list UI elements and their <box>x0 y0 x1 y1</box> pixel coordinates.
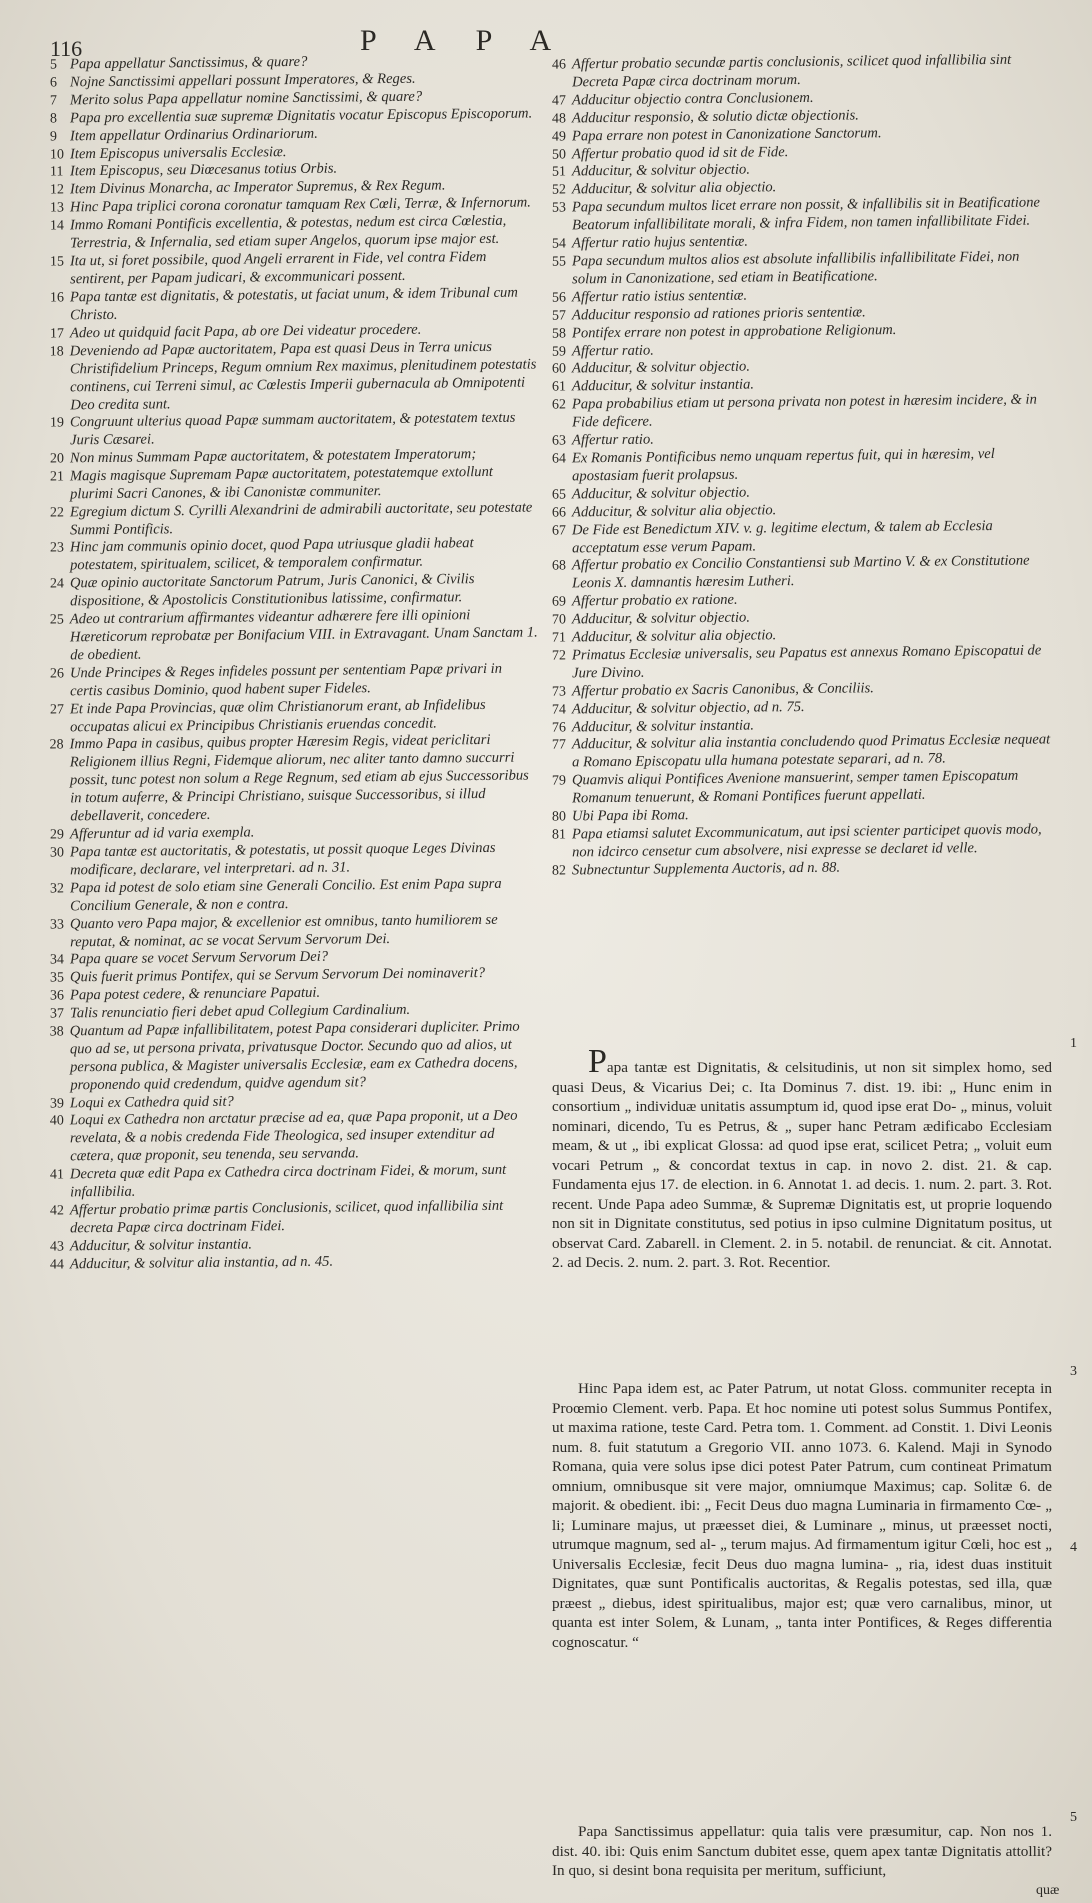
entry-number: 39 <box>49 1095 65 1112</box>
entry-text: Hinc jam communis opinio docet, quod Papa utriusque gladii habeat potestatem, spiritualem, scilicet, & temporalem confirmatur. <box>69 535 474 574</box>
entry-text: Affertur ratio hujus sententiæ. <box>571 233 749 252</box>
summary-entry <box>552 821 1052 862</box>
entry-text: Adducitur responsio ad rationes prioris sententiæ. <box>571 304 866 324</box>
entry-text: Ex Romanis Pontificibus nemo unquam repertus fuit, qui in hæresim, vel apostasiam fuerit prolapsus. <box>571 445 995 485</box>
entry-number: 48 <box>551 111 567 127</box>
summary-entry <box>50 248 538 289</box>
entry-text: Papa secundum multos licet errare non possit, & infallibilis sit in Beatificatione Beatorum infallibilitate morali, & infra Fidem, non tamen infallibilitate Fidei. <box>571 194 1041 234</box>
entry-text: Egregium dictum S. Cyrilli Alexandrini de admirabili auctoritate, seu potestate Summi Pontificis. <box>69 499 533 538</box>
entry-text: Adducitur, & solvitur objectio. <box>571 358 751 377</box>
entry-text: Loqui ex Cathedra quid sit? <box>69 1093 234 1111</box>
entry-number: 66 <box>551 505 567 521</box>
entry-text: Unde Principes & Reges infideles possunt per sententiam Papæ privari in certis casibus Dominio, quod habent super Fideles. <box>69 660 503 700</box>
page-header <box>0 14 1092 61</box>
entry-number: 51 <box>551 164 567 181</box>
entry-text: Immo Romani Pontificis excellentia, & potestas, nedum est circa Cœlestia, Terrestria, & Infernalia, sed etiam super Angelos, quorum ipse major est. <box>69 212 507 252</box>
entry-number: 79 <box>551 773 566 789</box>
entry-text: Quis fuerit primus Pontifex, qui se Servum Servorum Dei nominaverit? <box>69 965 486 986</box>
entry-number: 7 <box>49 93 58 109</box>
entry-number: 20 <box>49 451 65 467</box>
entry-text: Adducitur responsio, & solutio dictæ objectionis. <box>571 107 859 127</box>
summary-entry <box>552 768 1052 809</box>
entry-number: 81 <box>551 827 566 843</box>
summary-entry <box>50 535 538 576</box>
entry-number: 35 <box>49 970 65 986</box>
body-paragraph-1: Papa tantæ est Dignitatis, & celsitudinis, ut non sit simplex homo, sed quasi Deus, & Vicarius Dei; c. Ita Dominus 7. dist. 19. ibi: „ Hunc enim in consortium „ individuæ unitatis assumptum id, quod ipse erat Do- „ minus, voluit nominari, dicendo, Tu es Petrus, & „ super hanc Petram ædificabo Ecclesiam meam, & ut „ ibi explicat Glossa: ad quod ipse erat, scilicet Petra; „ voluit eum vocari Petrum „ & concordat textus in cap. in novo 2. dist. 21. & cap. Fundamenta ejus 17. de election. in 6. Annotat 1. ad decis. 1. num. 2. part. 3. Rot. recent. Unde Papa adeo Summæ, & Supremæ Dignitatis est, ut proprie loquendo non sit in Dignitate constitutus, sed potius in ipso culmine Dignitatum positus, ut observat Card. Zabarell. in Clement. 2. in 5. notabil. de renunciat. & cit. Annotat. 2. ad Decis. 2. num. 2. part. 3. Rot. Recentior. <box>552 1043 1052 1272</box>
entry-number: 62 <box>551 397 566 413</box>
summary-entry <box>50 1197 538 1238</box>
entry-number: 64 <box>551 451 566 467</box>
entry-text: Item Episcopus, seu Diœcesanus totius Orbis. <box>69 160 338 180</box>
entry-number: 43 <box>49 1239 65 1255</box>
summary-entry <box>50 839 538 880</box>
summary-entry <box>552 732 1052 773</box>
entry-number: 77 <box>551 737 566 754</box>
entry-text: Affertur probatio quod id sit de Fide. <box>571 143 789 162</box>
entry-text: Nojne Sanctissimi appellari possunt Imperatores, & Reges. <box>69 70 416 91</box>
entry-text: De Fide est Benedictum XIV. v. g. legitime electum, & talem ab Ecclesia acceptatum esse verum Papam. <box>571 517 993 556</box>
entry-text: Item Episcopus universalis Ecclesiæ. <box>69 143 287 162</box>
entry-text: Non minus Summam Papæ auctoritatem, & potestatem Imperatorum; <box>69 446 477 467</box>
summary-entry <box>552 392 1052 433</box>
entry-number: 15 <box>49 254 64 270</box>
summary-entry <box>552 553 1052 594</box>
summary-entry <box>552 195 1052 236</box>
entry-number: 49 <box>551 129 567 145</box>
entry-number: 70 <box>551 612 567 628</box>
summary-entry <box>50 732 539 827</box>
entry-text: Affertur probatio ex ratione. <box>571 591 738 610</box>
summary-entry <box>50 911 538 952</box>
entry-number: 34 <box>49 952 65 968</box>
entry-text: Magis magisque Supremam Papæ auctoritatem, potestatemque extollunt plurimi Sacri Canones, & ibi Canonistæ communiter. <box>69 463 494 503</box>
entry-text: Deveniendo ad Papæ auctoritatem, Papa est quasi Deus in Terra unicus Christifidelium Princeps, Regum omnium Rex maximus, plenitudinem potestatis continens, cui Terreni simul, ac Cœlestis Imperii gubernacula ab Omnipotenti Deo credita sunt. <box>69 338 537 413</box>
entry-number: 44 <box>49 1257 65 1273</box>
entry-text: Adducitur, & solvitur alia objectio. <box>571 627 777 646</box>
entry-number: 72 <box>551 648 566 664</box>
entry-text: Adducitur, & solvitur objectio, ad n. 75. <box>571 698 805 718</box>
entry-number: 73 <box>551 684 567 700</box>
entry-number: 46 <box>551 57 566 73</box>
entry-text: Affertur probatio primæ partis Conclusionis, scilicet, quod infallibilia sint decreta Papæ circa doctrinam Fidei. <box>69 1197 504 1237</box>
entry-text: Adducitur, & solvitur objectio. <box>571 161 751 180</box>
entry-number: 22 <box>49 505 64 521</box>
entry-number: 53 <box>551 200 566 216</box>
entry-text: Affertur probatio secundæ partis conclusionis, scilicet quod infallibilia sint Decreta Papæ circa doctrinam morum. <box>571 51 1012 91</box>
entry-text: Ubi Papa ibi Roma. <box>571 807 689 825</box>
entry-number: 10 <box>49 146 65 163</box>
entry-text: Adducitur objectio contra Conclusionem. <box>571 89 814 109</box>
entry-number: 30 <box>49 845 64 861</box>
entry-text: Papa etiamsi salutet Excommunicatum, aut ipsi scienter participet quovis modo, non idcirco censetur cum absolvere, nisi expresse se declaret id velle. <box>571 821 1042 861</box>
entry-number: 68 <box>551 558 566 574</box>
summary-entry <box>50 1162 538 1203</box>
entry-text: Ita ut, si foret possibile, quod Angeli errarent in Fide, vel contra Fidem sentirent, per Papam judicari, & excommunicari possent. <box>69 248 487 288</box>
entry-text: Adducitur, & solvitur objectio. <box>571 609 751 628</box>
entry-text: Affertur ratio istius sententiæ. <box>571 287 748 306</box>
summary-entry <box>50 1018 539 1095</box>
entry-text: Papa tantæ est auctoritatis, & potestatis, ut possit quoque Leges Divinas modificare, declarare, vel interpretari. ad n. 31. <box>69 839 496 879</box>
entry-text: Adducitur, & solvitur alia objectio. <box>571 179 777 198</box>
entry-number: 37 <box>49 1006 65 1022</box>
summary-entry <box>50 284 538 325</box>
entry-number: 25 <box>49 612 64 628</box>
running-head: PAPA <box>360 24 592 57</box>
entry-number: 74 <box>551 702 567 718</box>
summary-entry <box>50 463 538 504</box>
body-paragraph-2: Hinc Papa idem est, ac Pater Patrum, ut notat Gloss. communiter recepta in Proœmio Clement. verb. Papa. Et hoc nomine uti potest solus Summus Pontifex, ut maxima ratione, teste Card. Petra tom. 1. Comment. ad Constit. 1. Divi Leonis num. 8. fuit statutum a Gregorio VII. anno 1073. 6. Kalend. Maji in Synodo Romana, quia vere solus ipse dici potest Pater Patrum, cum contineat Primatum omnium, omnibusque sit vere major, omniumque Maximus; cap. Solitæ 6. de majorit. & obedient. ibi: „ Fecit Deus duo magna Luminaria in firmamento Cœ- „ li; Luminare majus, ut præesset diei, & Luminare „ minus, ut præesset nocti, utrumque magnum, sed al- „ terum majus. Ad firmamentum igitur Cœli, hoc est „ Universalis Ecclesiæ, fecit Deus duo magna lumina- „ ria, idest duas instituit Dignitates, quæ sunt Pontificalis auctoritas, & Regalis potestas, sed illa, quæ præest „ diebus, idest spiritualibus, major est; quæ vero carnalibus, minor, ut quanta est inter Solem, & Lunam, „ tanta inter Pontifices, & Reges differentia cognoscatur. “ <box>552 1380 1052 1651</box>
entry-number: 21 <box>49 469 64 485</box>
entry-text: Quamvis aliqui Pontifices Avenione mansuerint, semper tamen Episcopatum Romanum tenuerunt, & Romani Pontifices fuerunt appellati. <box>571 767 1019 807</box>
entry-number: 33 <box>49 916 64 933</box>
entry-number: 32 <box>49 881 64 897</box>
entry-text: Adducitur, & solvitur alia instantia concludendo quod Primatus Ecclesiæ nequeat a Romano Episcopatu ulla humana potestate separari, ad n. 78. <box>571 731 1051 771</box>
entry-number: 71 <box>551 630 567 646</box>
entry-text: Adducitur, & solvitur objectio. <box>571 484 751 503</box>
summary-entry <box>552 642 1052 683</box>
entry-number: 65 <box>551 487 567 503</box>
entry-text: Adducitur, & solvitur alia objectio. <box>571 501 777 521</box>
entry-number: 41 <box>49 1167 64 1183</box>
entry-number: 58 <box>551 326 567 342</box>
entry-text: Papa quare se vocet Servum Servorum Dei? <box>69 948 329 968</box>
entry-number: 57 <box>551 308 567 324</box>
entry-text: Quanto vero Papa major, & excellenior est omnibus, tanto humiliorem se reputat, & nominat, ac se vocat Servum Servorum Dei. <box>69 911 498 950</box>
entry-text: Quæ opinio auctoritate Sanctorum Patrum, Juris Canonici, & Civilis dispositione, & Apostolicis Constitutionibus latissime, confirmatur. <box>69 571 475 610</box>
entry-text: Papa potest cedere, & renunciare Papatui. <box>69 984 321 1004</box>
entry-number: 14 <box>49 218 64 234</box>
entry-number: 24 <box>49 576 64 592</box>
summary-entry <box>552 445 1052 486</box>
margin-number: 5 <box>1070 1810 1077 1825</box>
entry-number: 12 <box>49 182 65 198</box>
summary-entry <box>50 875 538 916</box>
entry-number: 56 <box>551 290 567 306</box>
entry-text: Papa id potest de solo etiam sine Generali Concilio. Est enim Papa supra Concilium Generale, & non e contra. <box>69 875 502 914</box>
entry-text: Item appellatur Ordinarius Ordinariorum. <box>69 125 318 144</box>
entry-number: 9 <box>49 129 58 145</box>
entry-text: Papa secundum multos alios est absolute infallibilis infallibilitate Fidei, non solum in Canonizatione, sed etiam in Beatificatione. <box>571 248 1020 288</box>
entry-text: Affertur ratio. <box>571 431 654 449</box>
entry-number: 52 <box>551 182 567 198</box>
entry-text: Immo Papa in casibus, quibus propter Hæresim Regis, videat periclitari Religionem illius Regni, Fidemque aliorum, nec aliter tanto damno succurri possit, tunc potest non solum a Rege Regnum, sed etiam ab ejus Successoribus in totum auferre, & Principi Christiano, suisque Successoribus, si illud debellaverit, concedere. <box>69 732 529 825</box>
summary-entry <box>50 607 539 666</box>
summary-entry <box>50 213 538 254</box>
summary-entry <box>50 499 538 540</box>
entry-number: 82 <box>551 863 567 879</box>
summary-column-left <box>50 54 538 1272</box>
entry-text: Merito solus Papa appellatur nomine Sanctissimi, & quare? <box>69 88 423 109</box>
entry-text: Et inde Papa Provincias, quæ olim Christianorum erant, ab Infidelibus occupatas alicui ex Principibus Christianis eruendas concedit. <box>69 696 486 735</box>
margin-number: 3 <box>1070 1364 1077 1379</box>
entry-number: 26 <box>49 666 64 682</box>
margin-number: 1 <box>1070 1036 1077 1051</box>
entry-number: 54 <box>551 236 567 252</box>
summary-entry <box>50 1108 539 1167</box>
entry-text: Papa errare non potest in Canonizatione Sanctorum. <box>571 124 882 145</box>
entry-number: 18 <box>49 343 64 360</box>
entry-text: Subnectuntur Supplementa Auctoris, ad n. 88. <box>571 859 841 879</box>
entry-number: 36 <box>49 988 65 1004</box>
entry-text: Hinc Papa triplici corona coronatur tamquam Rex Cœli, Terræ, & Infernorum. <box>69 194 531 216</box>
entry-number: 47 <box>551 93 567 109</box>
entry-text: Afferuntur ad id varia exempla. <box>69 824 255 843</box>
entry-number: 29 <box>49 827 65 843</box>
entry-text: Adducitur, & solvitur alia instantia, ad n. 45. <box>69 1253 334 1273</box>
summary-entry <box>50 696 538 737</box>
entry-number: 67 <box>551 523 566 539</box>
entry-number: 13 <box>49 200 65 216</box>
entry-number: 5 <box>49 57 58 73</box>
body-paragraph-3: Papa Sanctissimus appellatur: quia talis vere præsumitur, cap. Non nos 1. dist. 40. ibi: Quis enim Sanctum dubitet esse, quem apex tantæ Dignitatis attollit? In quo, si desint bona requisita per meritum, sufficiunt, <box>552 1823 1052 1880</box>
entry-number: 28 <box>49 737 64 753</box>
entry-text: Congruunt ulterius quoad Papæ summam auctoritatem, & potestatem textus Juris Cæsarei. <box>69 409 516 449</box>
summary-entry <box>552 248 1052 289</box>
summary-entry <box>50 571 538 612</box>
entry-text: Adeo ut contrarium affirmantes videantur adhærere fere illi opinioni Hæreticorum reprobatæ per Bonifacium VIII. in Extravagant. Unam Sanctam 1. de obedient. <box>69 607 538 664</box>
page-number: 116 <box>50 36 83 61</box>
entry-number: 59 <box>551 343 567 360</box>
entry-text: Affertur probatio ex Sacris Canonibus, & Conciliis. <box>571 679 874 700</box>
entry-text: Adducitur, & solvitur instantia. <box>571 717 755 735</box>
catchword: quæ <box>1036 1883 1060 1898</box>
entry-text: Pontifex errare non potest in approbatione Religionum. <box>571 321 897 342</box>
entry-number: 19 <box>49 415 64 431</box>
entry-number: 38 <box>49 1024 64 1040</box>
entry-number: 8 <box>49 111 58 127</box>
summary-entry <box>552 517 1052 558</box>
entry-text: Papa tantæ est dignitatis, & potestatis, ut faciat unum, & idem Tribunal cum Christo. <box>69 284 518 324</box>
summary-entry <box>552 51 1052 92</box>
entry-text: Papa probabilius etiam ut persona privata non potest in hæresim incidere, & in Fide deficere. <box>571 391 1037 431</box>
entry-text: Affertur probatio ex Concilio Constantiensi sub Martino V. & ex Constitutione Leonis X. damnantis hæresim Lutheri. <box>571 552 1030 592</box>
entry-number: 23 <box>49 540 64 557</box>
entry-number: 60 <box>551 361 567 378</box>
summary-entry <box>50 410 538 451</box>
entry-text: Primatus Ecclesiæ universalis, seu Papatus est annexus Romano Episcopatui de Jure Divino. <box>571 642 1042 682</box>
entry-text: Affertur ratio. <box>571 342 654 359</box>
entry-number: 27 <box>49 702 64 718</box>
entry-text: Quantum ad Papæ infallibilitatem, potest Papa considerari dupliciter. Primo quo ad se, ut persona privata, privatusque Doctor. Secundo quo ad alios, ut persona publica, & Magister universalis Ecclesiæ, eam ex Cathedra docens, proponendo quid credendum, quidve agendum sit? <box>69 1018 520 1094</box>
entry-text: Loqui ex Cathedra non arctatur præcise ad ea, quæ Papa proponit, ut a Deo revelata, & a nobis credenda Fide Theologica, sed insuper extenditur ad cætera, quæ proponit, seu tenenda, seu servanda. <box>69 1108 518 1165</box>
entry-number: 16 <box>49 290 64 306</box>
entry-number: 76 <box>551 720 567 736</box>
entry-number: 61 <box>551 379 567 395</box>
entry-text: Adducitur, & solvitur instantia. <box>571 376 755 395</box>
margin-number: 4 <box>1070 1540 1077 1555</box>
entry-text: Papa appellatur Sanctissimus, & quare? <box>69 53 308 73</box>
entry-number: 50 <box>551 147 567 163</box>
entry-number: 11 <box>49 164 64 180</box>
entry-number: 55 <box>551 254 566 270</box>
summary-entry <box>50 660 538 701</box>
entry-text: Papa pro excellentia suæ supremæ Dignitatis vocatur Episcopus Episcoporum. <box>69 105 533 127</box>
entry-text: Item Divinus Monarcha, ac Imperator Supremus, & Rex Regum. <box>69 177 446 198</box>
summary-entry <box>50 338 539 415</box>
summary-column-right <box>551 51 1052 879</box>
entry-number: 40 <box>49 1113 64 1130</box>
entry-number: 80 <box>551 809 567 825</box>
entry-number: 69 <box>551 594 567 610</box>
entry-text: Adducitur, & solvitur instantia. <box>69 1236 253 1255</box>
entry-number: 17 <box>49 326 65 342</box>
entry-number: 42 <box>49 1203 64 1219</box>
entry-text: Talis renunciatio fieri debet apud Collegium Cardinalium. <box>69 1001 411 1022</box>
entry-text: Decreta quæ edit Papa ex Cathedra circa doctrinam Fidei, & morum, sunt infallibilia. <box>69 1161 507 1201</box>
entry-text: Adeo ut quidquid facit Papa, ab ore Dei videatur procedere. <box>69 321 422 341</box>
entry-number: 6 <box>49 75 58 91</box>
entry-number: 63 <box>551 433 567 449</box>
